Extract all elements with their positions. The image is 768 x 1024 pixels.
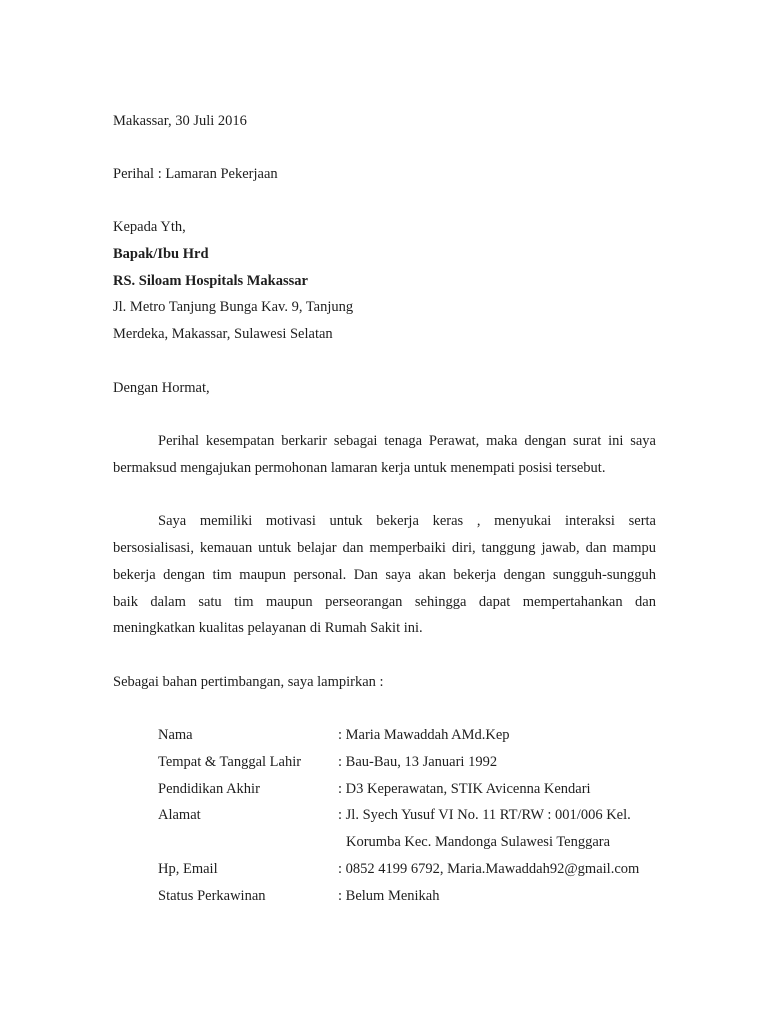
paragraph-line: bermaksud mengajukan permohonan lamaran kerja untuk menempati posisi tersebut. [113,460,606,476]
attachments-intro: Sebagai bahan pertimbangan, saya lampirkan : [113,674,384,690]
paragraph-line: meningkatkan kualitas pelayanan di Rumah Sakit ini. [113,620,423,636]
detail-value: : 0852 4199 6792, Maria.Mawaddah92@gmail.com [338,861,640,877]
detail-value-continued: Korumba Kec. Mandonga Sulawesi Tenggara [346,834,611,850]
paragraph-line: Perihal kesempatan berkarir sebagai tenaga Perawat, maka dengan surat ini saya [158,433,656,449]
detail-label: Alamat [158,807,201,823]
detail-value: : Bau-Bau, 13 Januari 1992 [338,754,498,770]
recipient-address-line2: Merdeka, Makassar, Sulawesi Selatan [113,326,333,342]
detail-label: Nama [158,727,193,743]
subject-line: Perihal : Lamaran Pekerjaan [113,166,278,182]
detail-value: : D3 Keperawatan, STIK Avicenna Kendari [338,781,591,797]
recipient-name: Bapak/Ibu Hrd [113,246,209,262]
paragraph-line: bersosialisasi, kemauan untuk belajar dan memperbaiki diri, tanggung jawab, dan mampu [113,540,656,556]
detail-label: Tempat & Tanggal Lahir [158,754,302,770]
recipient-address-line1: Jl. Metro Tanjung Bunga Kav. 9, Tanjung [113,299,354,315]
place-date: Makassar, 30 Juli 2016 [113,113,247,129]
detail-value: : Maria Mawaddah AMd.Kep [338,727,510,743]
detail-label: Status Perkawinan [158,888,266,904]
paragraph-line: baik dalam satu tim maupun perseorangan sehingga dapat mempertahankan dan [113,594,656,610]
detail-label: Pendidikan Akhir [158,781,260,797]
recipient-org: RS. Siloam Hospitals Makassar [113,273,308,289]
detail-label: Hp, Email [158,861,218,877]
greeting: Dengan Hormat, [113,380,210,396]
detail-value: : Jl. Syech Yusuf VI No. 11 RT/RW : 001/006 Kel. [338,807,631,823]
paragraph-line: Saya memiliki motivasi untuk bekerja keras , menyukai interaksi serta [158,513,656,529]
detail-value: : Belum Menikah [338,888,440,904]
recipient-salutation: Kepada Yth, [113,219,186,235]
paragraph-line: bekerja dengan tim maupun personal. Dan saya akan bekerja dengan sungguh-sungguh [113,567,656,583]
